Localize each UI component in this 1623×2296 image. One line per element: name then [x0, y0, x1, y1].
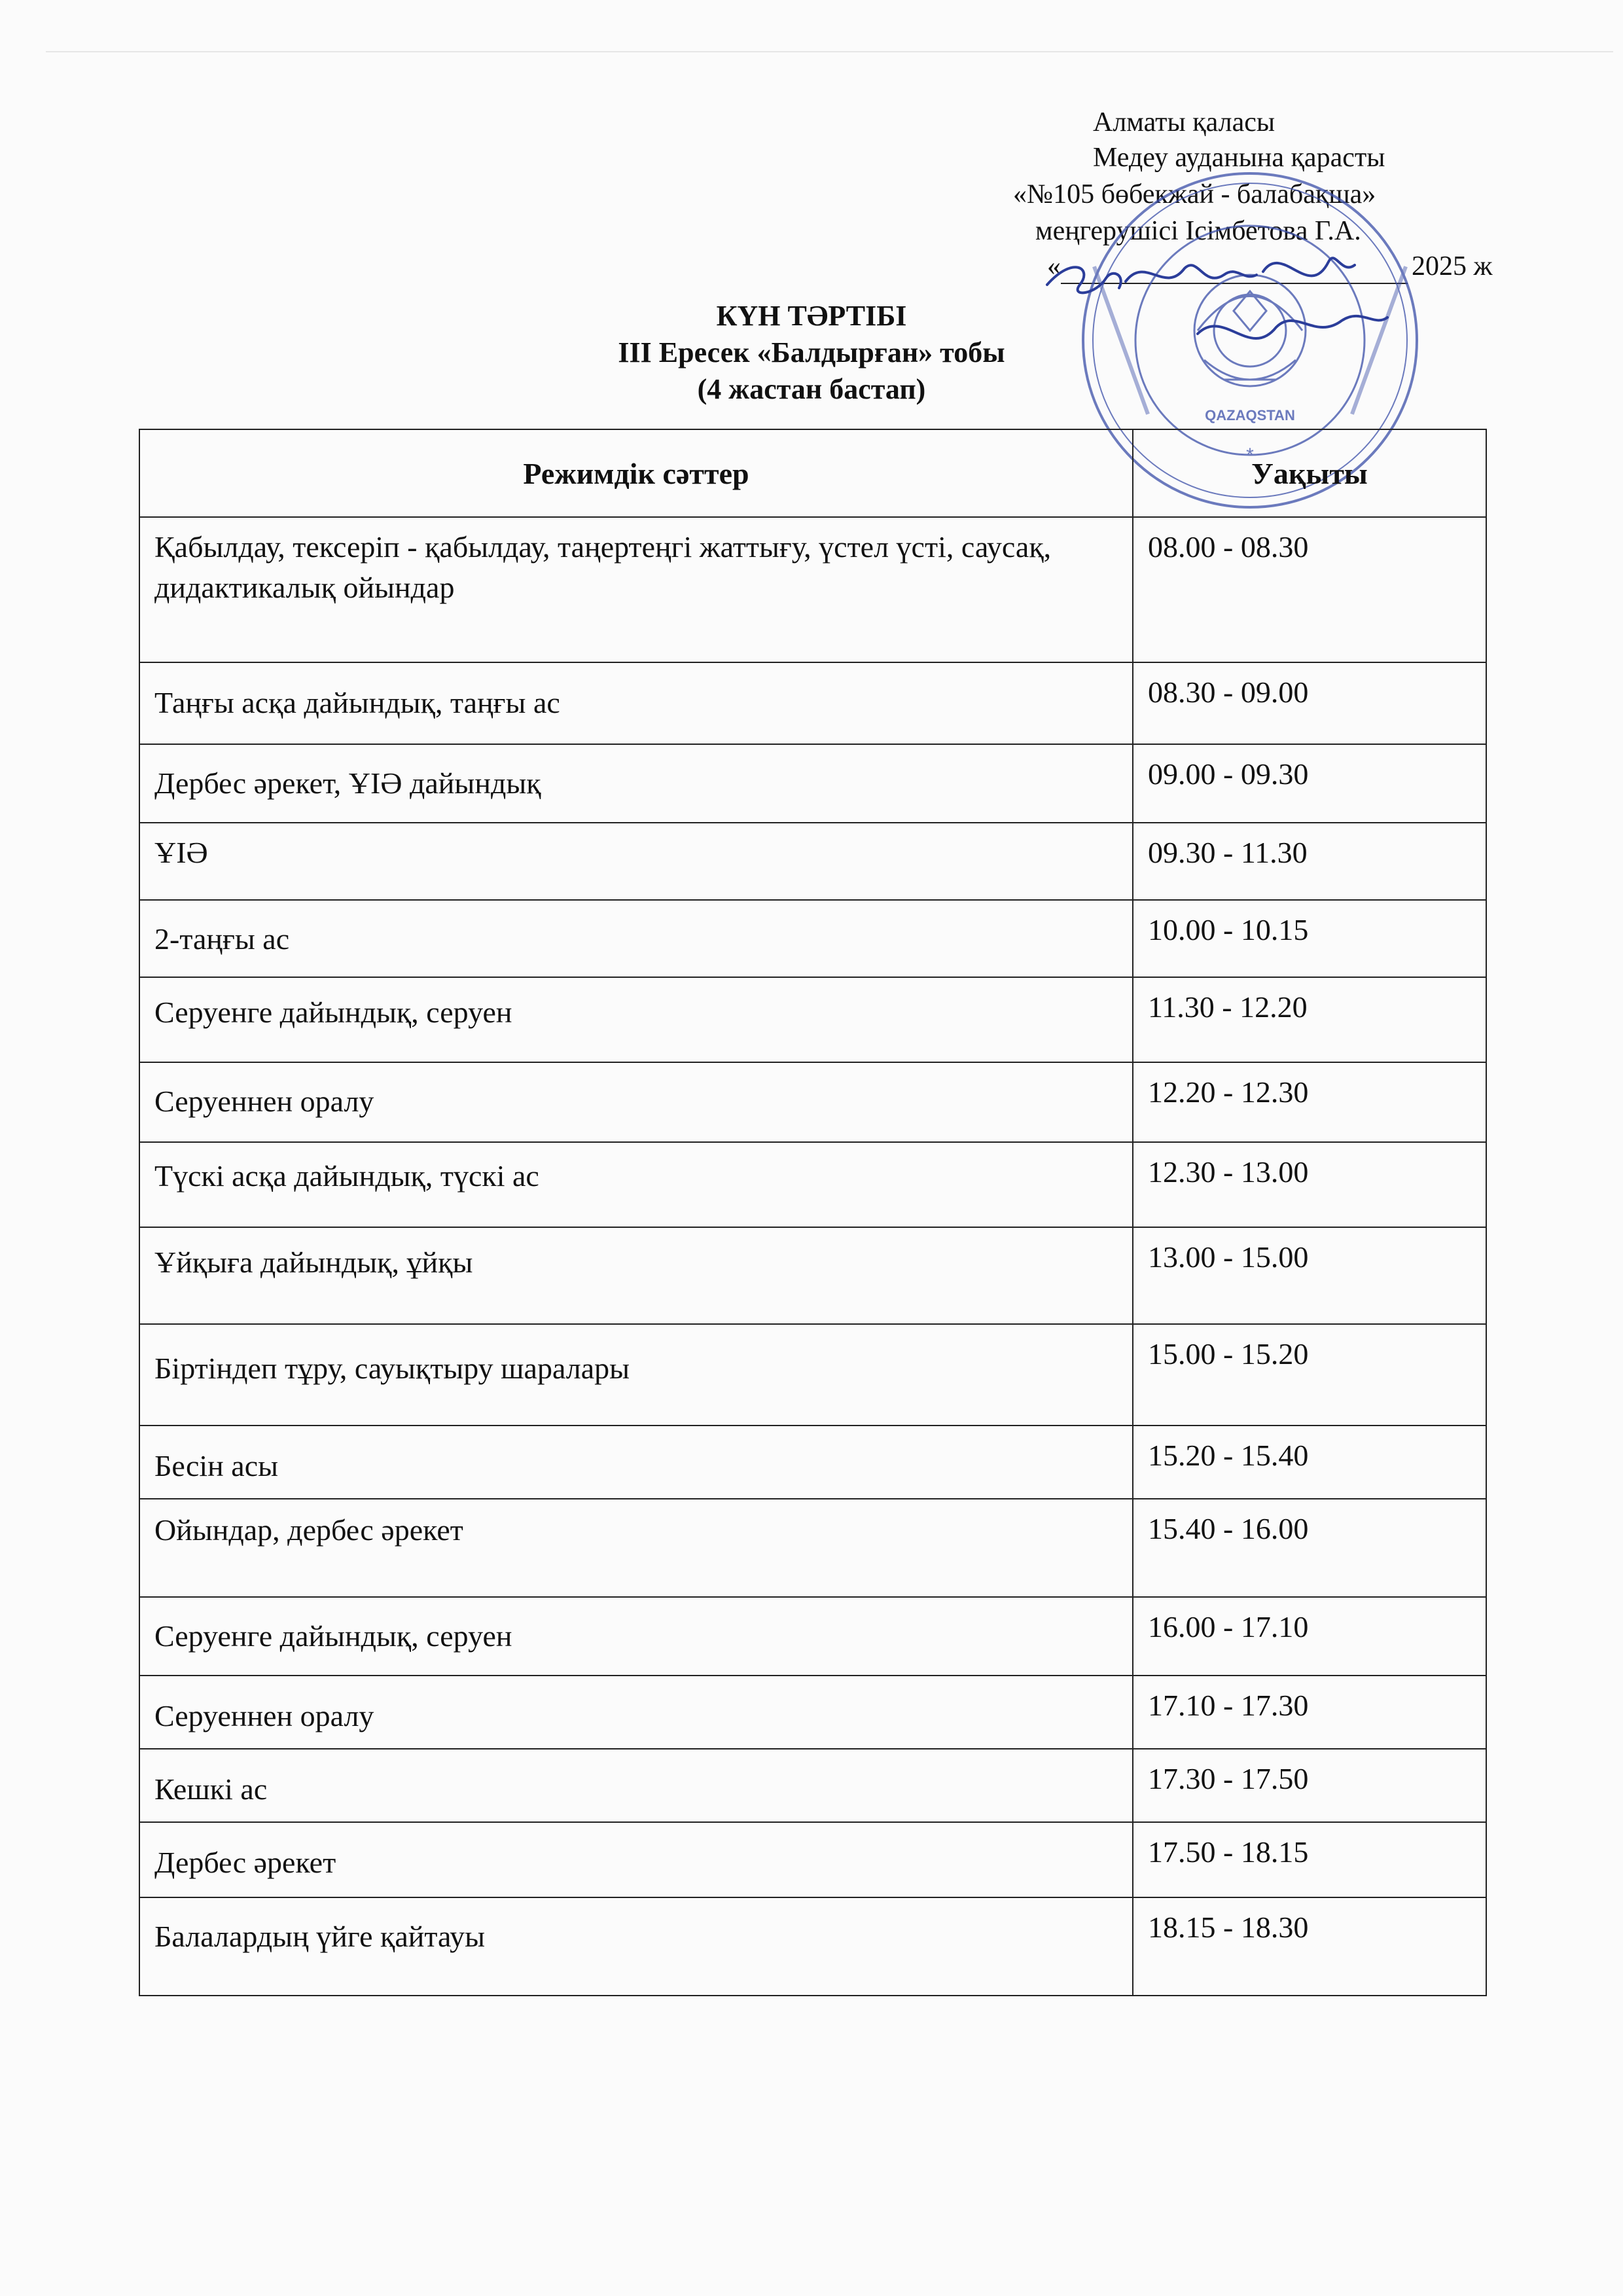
time-cell: 13.00 - 15.00: [1133, 1227, 1486, 1324]
header-activity: Режимдік сәттер: [139, 429, 1133, 517]
table-row: [139, 1142, 1486, 1227]
table-row: [139, 977, 1486, 1062]
time-cell: 17.50 - 18.15: [1133, 1822, 1486, 1897]
table-row: [139, 1676, 1486, 1749]
approval-district: Медеу ауданына қарасты: [1093, 143, 1385, 173]
table-row: [139, 1897, 1486, 1996]
activity-cell: Түскі асқа дайындық, түскі ас: [139, 1142, 1133, 1227]
time-cell: 15.00 - 15.20: [1133, 1324, 1486, 1426]
activity-cell: Бесін асы: [139, 1426, 1133, 1499]
time-cell: 15.40 - 16.00: [1133, 1499, 1486, 1597]
time-cell: 08.30 - 09.00: [1133, 662, 1486, 744]
table-row: [139, 1749, 1486, 1822]
activity-cell: Серуенге дайындық, серуен: [139, 1597, 1133, 1676]
time-cell: 15.20 - 15.40: [1133, 1426, 1486, 1499]
activity-cell: ҰІӘ: [139, 823, 1133, 900]
table-header-row: [139, 429, 1486, 517]
time-cell: 18.15 - 18.30: [1133, 1897, 1486, 1996]
date-prefix: «: [1047, 251, 1061, 281]
table-row: [139, 662, 1486, 744]
age-note: (4 жастан бастап): [697, 373, 926, 405]
activity-cell: Біртіндеп тұру, сауықтыру шаралары: [139, 1324, 1133, 1426]
scan-edge-line: [46, 51, 1613, 52]
table-row: [139, 1324, 1486, 1426]
time-cell: 12.30 - 13.00: [1133, 1142, 1486, 1227]
svg-text:*: *: [1246, 444, 1254, 466]
table-row: [139, 900, 1486, 977]
table-row: [139, 823, 1486, 900]
activity-cell: Серуеннен оралу: [139, 1062, 1133, 1142]
approval-institution: «№105 бөбекжай - балабақша»: [1013, 179, 1376, 209]
activity-cell: Серуенге дайындық, серуен: [139, 977, 1133, 1062]
document-header: [419, 298, 1204, 408]
activity-cell: Кешкі ас: [139, 1749, 1133, 1822]
activity-cell: Ұйқыға дайындық, ұйқы: [139, 1227, 1133, 1324]
time-cell: 17.30 - 17.50: [1133, 1749, 1486, 1822]
activity-cell: 2-таңғы ас: [139, 900, 1133, 977]
table-row: [139, 517, 1486, 662]
stamp-text: QAZAQSTAN: [1205, 407, 1295, 423]
time-cell: 11.30 - 12.20: [1133, 977, 1486, 1062]
time-cell: 08.00 - 08.30: [1133, 517, 1486, 662]
header-time: Уақыты: [1133, 429, 1486, 517]
time-cell: 09.00 - 09.30: [1133, 744, 1486, 823]
activity-cell: Балалардың үйге қайтауы: [139, 1897, 1133, 1996]
activity-cell: Ойындар, дербес әрекет: [139, 1499, 1133, 1597]
activity-cell: Қабылдау, тексеріп - қабылдау, таңертеңгі жаттығу, үстел үсті, саусақ, дидактикалық ойындар: [139, 517, 1133, 662]
table-row: [139, 1822, 1486, 1897]
table-row: [139, 1062, 1486, 1142]
table-row: [139, 1499, 1486, 1597]
activity-cell: Дербес әрекет, ҰІӘ дайындық: [139, 744, 1133, 823]
table-row: [139, 1597, 1486, 1676]
activity-cell: Дербес әрекет: [139, 1822, 1133, 1897]
page-title: КҮН ТӘРТІБІ: [716, 300, 907, 332]
time-cell: 10.00 - 10.15: [1133, 900, 1486, 977]
table-row: [139, 1227, 1486, 1324]
time-cell: 17.10 - 17.30: [1133, 1676, 1486, 1749]
time-cell: 09.30 - 11.30: [1133, 823, 1486, 900]
date-suffix: 2025 ж: [1412, 251, 1493, 281]
activity-cell: Серуеннен оралу: [139, 1676, 1133, 1749]
daily-schedule-table: [139, 429, 1487, 1996]
group-name: ІІІ Ересек «Балдырған» тобы: [618, 336, 1005, 368]
activity-cell: Таңғы асқа дайындық, таңғы ас: [139, 662, 1133, 744]
table-row: [139, 744, 1486, 823]
time-cell: 12.20 - 12.30: [1133, 1062, 1486, 1142]
approval-city: Алматы қаласы: [1093, 107, 1275, 137]
approval-head: меңгерушісі Ісімбетова Г.А.: [1035, 216, 1361, 246]
table-row: [139, 1426, 1486, 1499]
time-cell: 16.00 - 17.10: [1133, 1597, 1486, 1676]
